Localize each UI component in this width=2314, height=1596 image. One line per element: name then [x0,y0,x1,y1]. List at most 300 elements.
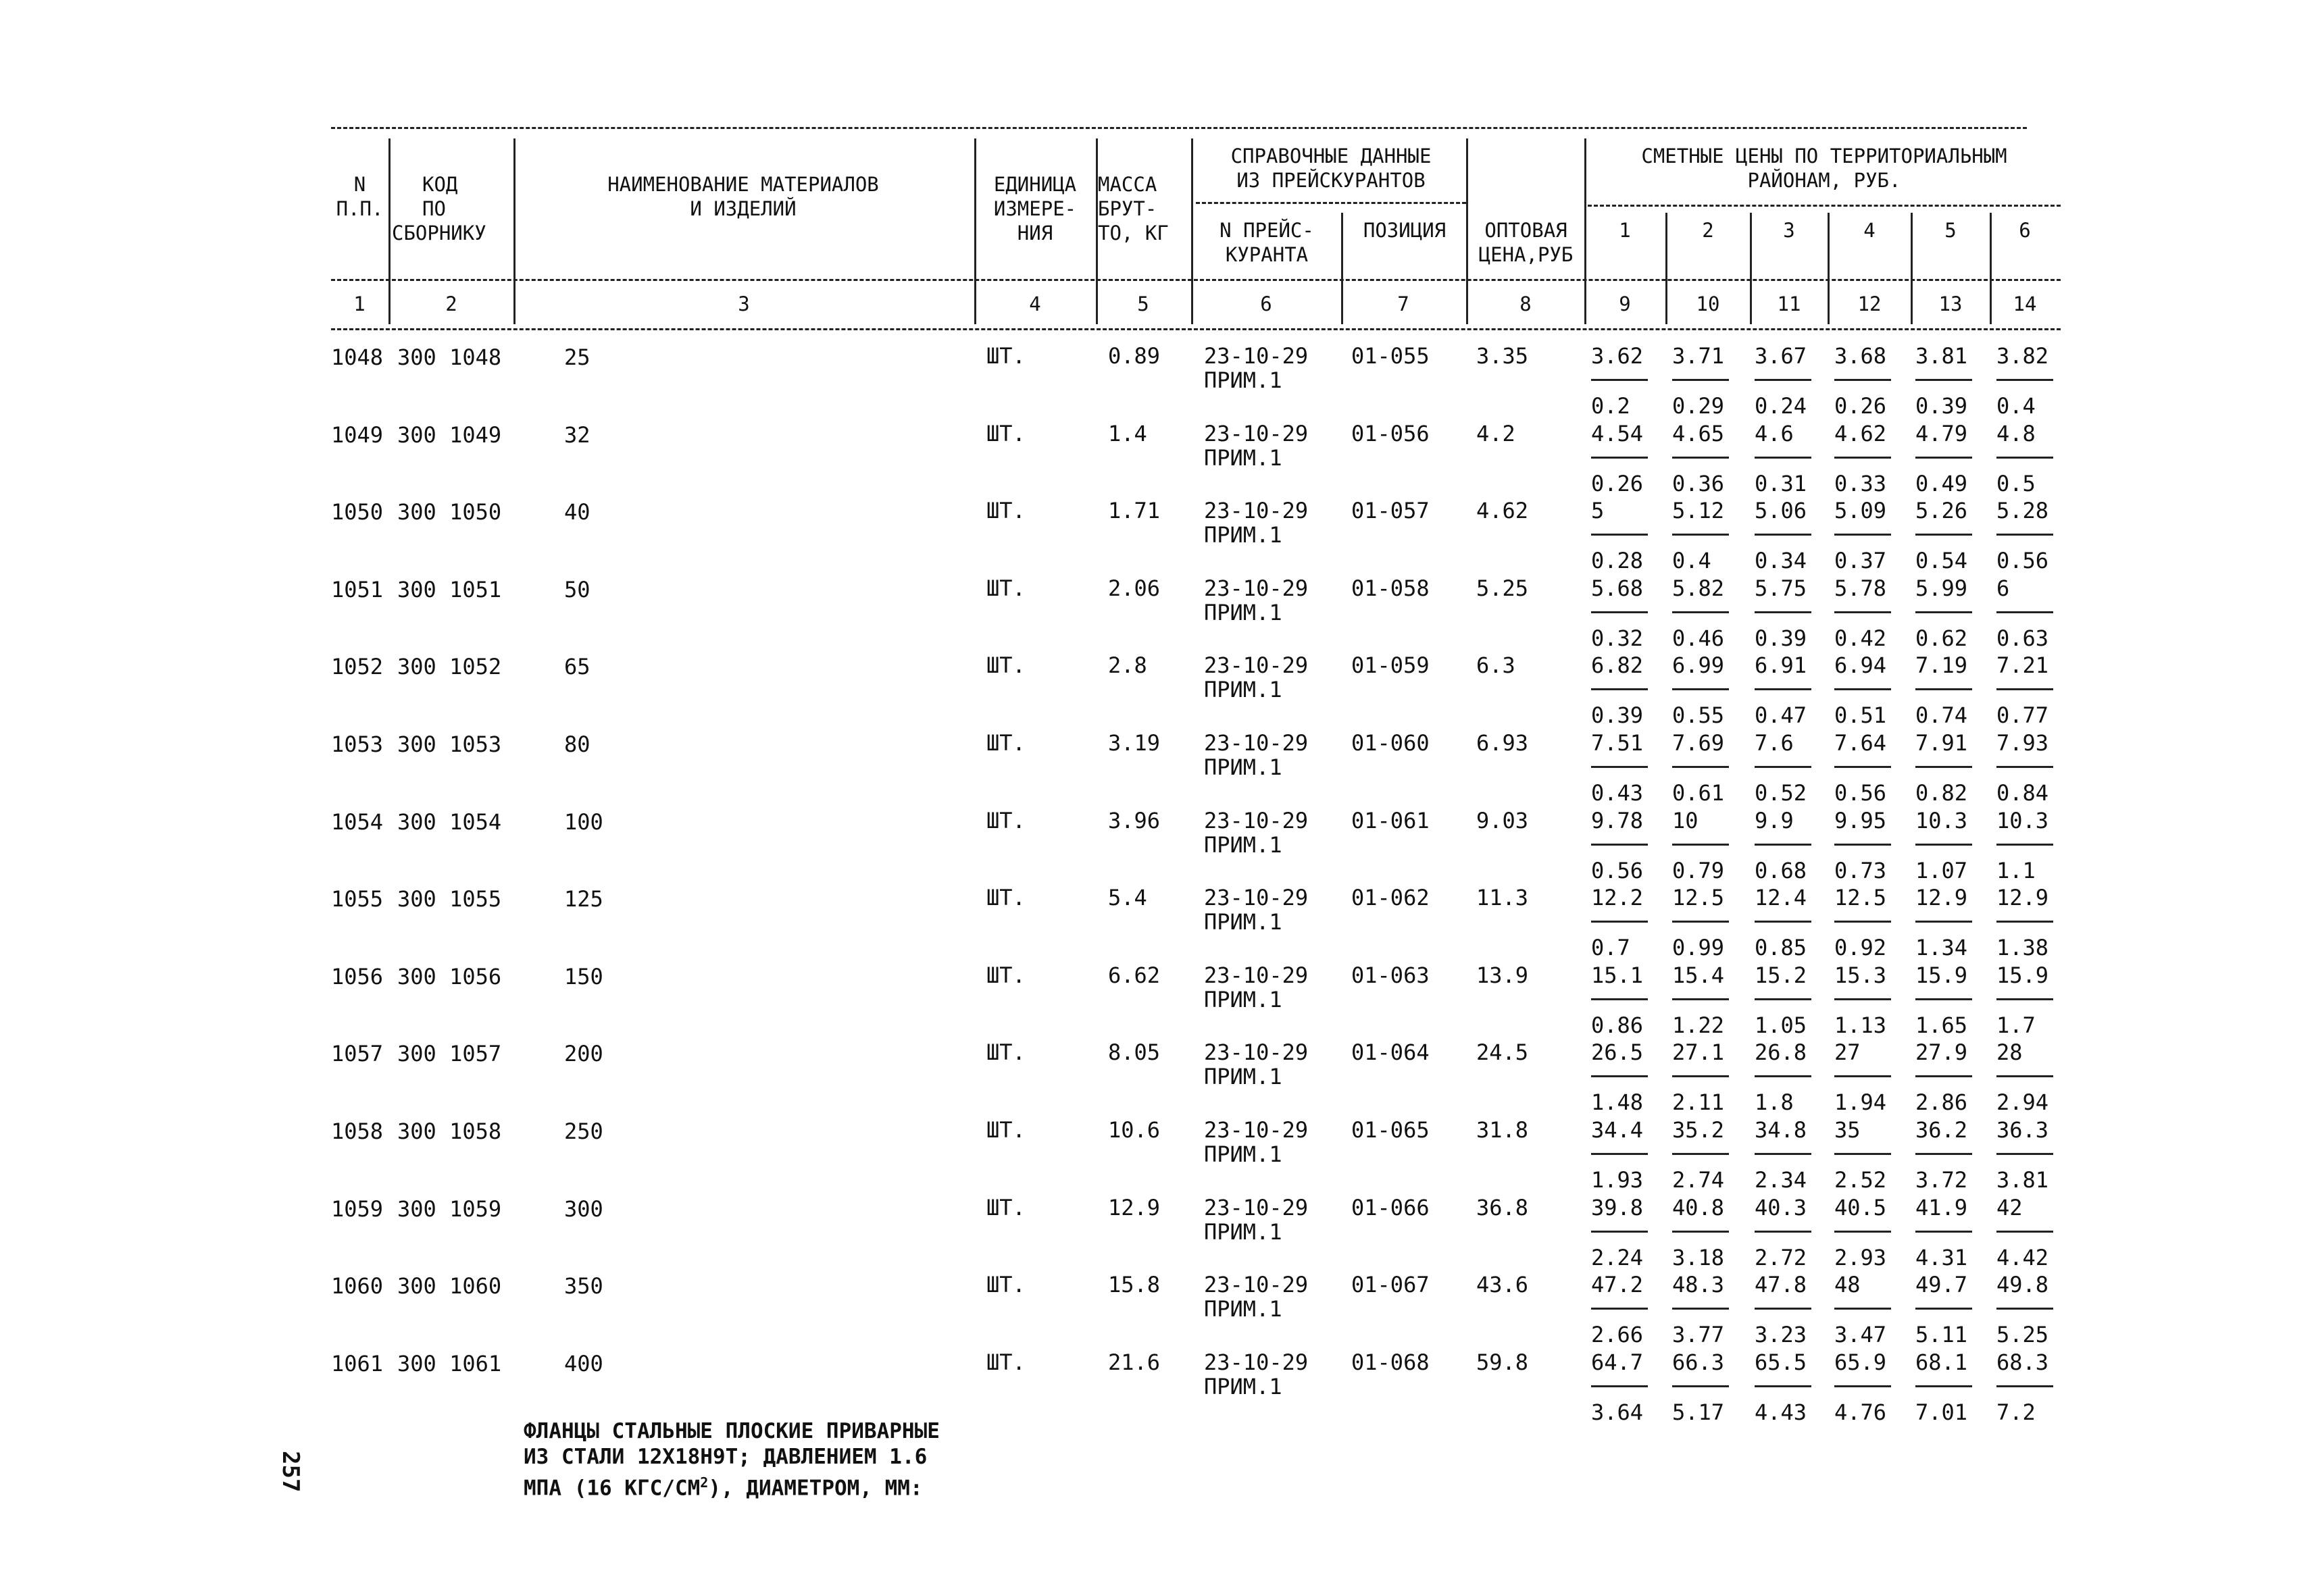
row-note: ПРИМ.1 [1204,600,1282,625]
row-wholesale: 59.8 [1476,1349,1529,1375]
fraction-line [1755,844,1811,846]
fraction-line [1591,379,1648,381]
row-sub-region-4: 0.33 [1834,471,1887,496]
row-price-region-2: 15.4 [1672,962,1725,988]
row-note: ПРИМ.1 [1204,754,1282,780]
region-header-2: 2 [1702,219,1714,242]
row-price-region-3: 26.8 [1755,1039,1807,1065]
row-sub-region-5: 3.72 [1915,1167,1968,1193]
page-number: 257 [277,1451,304,1493]
row-pricelist: 23-10-29 [1204,498,1309,523]
row-name: 300 [564,1196,603,1222]
row-wholesale: 36.8 [1476,1195,1529,1220]
row-number: 1060 [331,1273,384,1299]
row-price-region-4: 48 [1834,1272,1861,1297]
fraction-line [1755,534,1811,536]
row-name: 80 [564,731,590,757]
row-price-region-2: 7.69 [1672,730,1725,756]
row-sub-region-3: 1.05 [1755,1012,1807,1038]
row-wholesale: 3.35 [1476,343,1529,369]
row-mass: 15.8 [1108,1272,1161,1297]
row-name: 100 [564,809,603,835]
row-note: ПРИМ.1 [1204,832,1282,858]
region-header-4: 4 [1863,219,1876,242]
row-name: 25 [564,344,590,370]
fraction-line [1834,766,1891,768]
row-price-region-3: 4.6 [1755,421,1794,446]
row-sub-region-2: 3.77 [1672,1322,1725,1347]
row-price-region-3: 65.5 [1755,1349,1807,1375]
row-sub-region-1: 1.48 [1591,1089,1644,1115]
fraction-line [1591,921,1648,923]
row-price-region-2: 35.2 [1672,1117,1725,1143]
row-price-region-3: 7.6 [1755,730,1794,756]
row-sub-region-5: 5.11 [1915,1322,1968,1347]
row-price-region-2: 12.5 [1672,885,1725,910]
header-n: N П.П. [336,173,384,220]
row-mass: 1.4 [1108,421,1147,446]
row-price-region-6: 28 [1996,1039,2023,1065]
row-sub-region-5: 1.07 [1915,858,1968,883]
row-number: 1061 [331,1351,384,1376]
column-number: 9 [1619,292,1631,315]
fraction-line [1755,1153,1811,1155]
row-price-region-1: 9.78 [1591,808,1644,833]
row-unit: ШТ. [986,1117,1026,1143]
row-mass: 12.9 [1108,1195,1161,1220]
row-sub-region-2: 0.4 [1672,548,1711,573]
row-sub-region-6: 2.94 [1996,1089,2049,1115]
row-price-region-6: 6 [1996,575,2010,601]
row-price-region-6: 12.9 [1996,885,2049,910]
fraction-line [1672,1385,1729,1387]
fraction-line [1996,379,2053,381]
header-position: ПОЗИЦИЯ [1363,219,1447,242]
fraction-line [1672,1153,1729,1155]
row-sub-region-3: 0.85 [1755,935,1807,960]
fraction-line [1996,611,2053,613]
row-sub-region-3: 0.68 [1755,858,1807,883]
row-price-region-2: 5.82 [1672,575,1725,601]
row-sub-region-1: 0.32 [1591,625,1644,651]
row-price-region-4: 65.9 [1834,1349,1887,1375]
fraction-line [1591,534,1648,536]
row-sub-region-5: 0.39 [1915,393,1968,419]
row-pricelist: 23-10-29 [1204,808,1309,833]
row-price-region-3: 34.8 [1755,1117,1807,1143]
row-note: ПРИМ.1 [1204,1219,1282,1245]
row-price-region-4: 3.68 [1834,343,1887,369]
row-price-region-3: 6.91 [1755,652,1807,678]
row-number: 1056 [331,964,384,989]
row-code: 300 1049 [397,422,502,448]
row-price-region-5: 4.79 [1915,421,1968,446]
row-note: ПРИМ.1 [1204,367,1282,393]
row-sub-region-1: 0.56 [1591,858,1644,883]
row-mass: 6.62 [1108,962,1161,988]
column-number: 12 [1857,292,1882,315]
row-sub-region-5: 7.01 [1915,1399,1968,1425]
row-sub-region-3: 0.47 [1755,702,1807,728]
row-sub-region-2: 0.55 [1672,702,1725,728]
row-price-region-4: 4.62 [1834,421,1887,446]
row-price-region-2: 4.65 [1672,421,1725,446]
row-wholesale: 13.9 [1476,962,1529,988]
fraction-line [1915,688,1972,690]
row-unit: ШТ. [986,1349,1026,1375]
fraction-line [1591,1308,1648,1310]
row-pricelist: 23-10-29 [1204,575,1309,601]
row-number: 1048 [331,344,384,370]
fraction-line [1672,921,1729,923]
row-note: ПРИМ.1 [1204,1296,1282,1322]
row-sub-region-1: 0.26 [1591,471,1644,496]
row-sub-region-2: 2.11 [1672,1089,1725,1115]
row-sub-region-6: 1.38 [1996,935,2049,960]
row-position: 01-067 [1351,1272,1430,1297]
row-position: 01-068 [1351,1349,1430,1375]
row-price-region-1: 47.2 [1591,1272,1644,1297]
fraction-line [1591,1153,1648,1155]
row-sub-region-6: 1.7 [1996,1012,2036,1038]
row-sub-region-2: 0.61 [1672,780,1725,806]
row-sub-region-6: 0.5 [1996,471,2036,496]
row-sub-region-4: 2.93 [1834,1245,1887,1270]
row-pricelist: 23-10-29 [1204,652,1309,678]
row-code: 300 1061 [397,1351,502,1376]
row-sub-region-4: 0.26 [1834,393,1887,419]
vsep-2 [513,138,515,324]
row-code: 300 1051 [397,577,502,602]
fraction-line [1996,1153,2053,1155]
fraction-line [1755,1385,1811,1387]
row-price-region-3: 5.75 [1755,575,1807,601]
row-wholesale: 43.6 [1476,1272,1529,1297]
vsep-8 [1584,138,1586,324]
row-price-region-2: 6.99 [1672,652,1725,678]
fraction-line [1996,688,2053,690]
row-sub-region-4: 1.13 [1834,1012,1887,1038]
row-mass: 3.96 [1108,808,1161,833]
row-price-region-5: 15.9 [1915,962,1968,988]
row-unit: ШТ. [986,498,1026,523]
header-unit: ЕДИНИЦА ИЗМЕРЕ- НИЯ [993,173,1077,244]
row-wholesale: 24.5 [1476,1039,1529,1065]
vsep-9 [1665,213,1667,324]
row-sub-region-4: 2.52 [1834,1167,1887,1193]
row-price-region-1: 6.82 [1591,652,1644,678]
fraction-line [1834,1075,1891,1077]
row-sub-region-6: 5.25 [1996,1322,2049,1347]
row-price-region-5: 36.2 [1915,1117,1968,1143]
column-number: 4 [1029,292,1041,315]
row-position: 01-065 [1351,1117,1430,1143]
fraction-line [1755,998,1811,1000]
fraction-line [1755,611,1811,613]
row-wholesale: 6.93 [1476,730,1529,756]
fraction-line [1834,998,1891,1000]
row-sub-region-1: 0.43 [1591,780,1644,806]
row-price-region-1: 7.51 [1591,730,1644,756]
region-header-3: 3 [1783,219,1795,242]
fraction-line [1996,1075,2053,1077]
column-number: 5 [1137,292,1149,315]
row-unit: ШТ. [986,808,1026,833]
row-position: 01-057 [1351,498,1430,523]
row-sub-region-2: 0.99 [1672,935,1725,960]
header-prices-group: СМЕТНЫЕ ЦЕНЫ ПО ТЕРРИТОРИАЛЬНЫМ РАЙОНАМ, РУБ. [1641,145,2007,192]
row-pricelist: 23-10-29 [1204,1039,1309,1065]
row-mass: 2.06 [1108,575,1161,601]
row-sub-region-6: 7.2 [1996,1399,2036,1425]
rule-ref-inner [1196,202,1466,204]
fraction-line [1672,688,1729,690]
row-note: ПРИМ.1 [1204,1374,1282,1399]
row-price-region-1: 26.5 [1591,1039,1644,1065]
fraction-line [1915,611,1972,613]
fraction-line [1915,1075,1972,1077]
fraction-line [1755,921,1811,923]
fraction-line [1915,1153,1972,1155]
row-code: 300 1058 [397,1118,502,1144]
row-price-region-1: 5 [1591,498,1605,523]
row-price-region-6: 5.28 [1996,498,2049,523]
row-sub-region-1: 2.24 [1591,1245,1644,1270]
fraction-line [1996,457,2053,459]
fraction-line [1996,766,2053,768]
row-code: 300 1060 [397,1273,502,1299]
row-mass: 10.6 [1108,1117,1161,1143]
fraction-line [1672,1308,1729,1310]
row-number: 1052 [331,654,384,679]
row-sub-region-3: 0.24 [1755,393,1807,419]
row-sub-region-6: 0.77 [1996,702,2049,728]
row-name: 125 [564,886,603,912]
fraction-line [1755,1231,1811,1233]
row-sub-region-3: 2.34 [1755,1167,1807,1193]
row-price-region-3: 12.4 [1755,885,1807,910]
row-name: 150 [564,964,603,989]
region-header-1: 1 [1619,219,1631,242]
fraction-line [1755,1308,1811,1310]
row-note: ПРИМ.1 [1204,987,1282,1012]
row-sub-region-5: 0.74 [1915,702,1968,728]
row-sub-region-4: 3.47 [1834,1322,1887,1347]
row-sub-region-5: 1.34 [1915,935,1968,960]
fraction-line [1755,379,1811,381]
row-price-region-2: 27.1 [1672,1039,1725,1065]
row-price-region-5: 3.81 [1915,343,1968,369]
row-price-region-3: 47.8 [1755,1272,1807,1297]
row-sub-region-1: 0.7 [1591,935,1630,960]
row-price-region-3: 3.67 [1755,343,1807,369]
row-sub-region-2: 5.17 [1672,1399,1725,1425]
row-position: 01-062 [1351,885,1430,910]
row-sub-region-3: 1.8 [1755,1089,1794,1115]
fraction-line [1996,998,2053,1000]
row-code: 300 1054 [397,809,502,835]
fraction-line [1834,611,1891,613]
row-wholesale: 31.8 [1476,1117,1529,1143]
fraction-line [1755,766,1811,768]
row-price-region-6: 36.3 [1996,1117,2049,1143]
row-sub-region-2: 2.74 [1672,1167,1725,1193]
row-price-region-5: 7.19 [1915,652,1968,678]
row-pricelist: 23-10-29 [1204,1195,1309,1220]
row-name: 32 [564,422,590,448]
vsep-11 [1828,213,1830,324]
row-price-region-6: 68.3 [1996,1349,2049,1375]
row-wholesale: 6.3 [1476,652,1515,678]
rule-colnum-bottom [331,328,2061,330]
fraction-line [1915,921,1972,923]
row-sub-region-5: 1.65 [1915,1012,1968,1038]
fraction-line [1834,1153,1891,1155]
row-sub-region-1: 0.86 [1591,1012,1644,1038]
fraction-line [1672,766,1729,768]
column-number: 10 [1696,292,1720,315]
row-sub-region-2: 0.46 [1672,625,1725,651]
row-sub-region-2: 3.18 [1672,1245,1725,1270]
row-unit: ШТ. [986,885,1026,910]
row-wholesale: 4.2 [1476,421,1515,446]
fraction-line [1755,688,1811,690]
row-wholesale: 5.25 [1476,575,1529,601]
row-price-region-3: 5.06 [1755,498,1807,523]
column-number: 2 [445,292,457,315]
row-note: ПРИМ.1 [1204,677,1282,702]
row-unit: ШТ. [986,1272,1026,1297]
fraction-line [1915,998,1972,1000]
fraction-line [1915,1231,1972,1233]
row-name: 350 [564,1273,603,1299]
row-sub-region-5: 0.62 [1915,625,1968,651]
row-code: 300 1057 [397,1041,502,1066]
row-sub-region-2: 0.36 [1672,471,1725,496]
row-sub-region-3: 3.23 [1755,1322,1807,1347]
row-note: ПРИМ.1 [1204,445,1282,471]
vsep-10 [1750,213,1752,324]
fraction-line [1672,379,1729,381]
row-sub-region-4: 4.76 [1834,1399,1887,1425]
row-wholesale: 11.3 [1476,885,1529,910]
row-pricelist: 23-10-29 [1204,1117,1309,1143]
row-price-region-2: 5.12 [1672,498,1725,523]
header-code: КОД ПО СБОРНИКУ [392,173,486,244]
row-sub-region-3: 2.72 [1755,1245,1807,1270]
row-price-region-1: 12.2 [1591,885,1644,910]
region-header-6: 6 [2019,219,2031,242]
fraction-line [1834,1385,1891,1387]
row-sub-region-4: 0.37 [1834,548,1887,573]
vsep-12 [1911,213,1913,324]
row-unit: ШТ. [986,962,1026,988]
fraction-line [1996,534,2053,536]
column-number: 13 [1938,292,1963,315]
row-sub-region-6: 1.1 [1996,858,2036,883]
fraction-line [1672,611,1729,613]
fraction-line [1834,688,1891,690]
row-sub-region-6: 0.63 [1996,625,2049,651]
row-number: 1057 [331,1041,384,1066]
vsep-1 [388,138,391,324]
fraction-line [1591,844,1648,846]
row-price-region-4: 6.94 [1834,652,1887,678]
row-price-region-1: 34.4 [1591,1117,1644,1143]
row-name: 50 [564,577,590,602]
row-position: 01-066 [1351,1195,1430,1220]
rule-top [331,127,2027,129]
row-price-region-5: 7.91 [1915,730,1968,756]
row-name: 40 [564,499,590,525]
row-mass: 2.8 [1108,652,1147,678]
row-code: 300 1048 [397,344,502,370]
fraction-line [1834,1231,1891,1233]
fraction-line [1672,457,1729,459]
row-pricelist: 23-10-29 [1204,730,1309,756]
row-name: 400 [564,1351,603,1376]
column-number: 1 [353,292,366,315]
row-note: ПРИМ.1 [1204,1064,1282,1089]
row-price-region-6: 7.21 [1996,652,2049,678]
row-sub-region-6: 0.4 [1996,393,2036,419]
fraction-line [1915,1385,1972,1387]
fraction-line [1591,766,1648,768]
column-number: 7 [1397,292,1409,315]
row-pricelist: 23-10-29 [1204,1272,1309,1297]
row-price-region-1: 5.68 [1591,575,1644,601]
fraction-line [1996,1385,2053,1387]
row-sub-region-4: 0.51 [1834,702,1887,728]
header-pricelist: N ПРЕЙС- КУРАНТА [1219,219,1314,266]
row-number: 1053 [331,731,384,757]
row-price-region-2: 3.71 [1672,343,1725,369]
fraction-line [1591,998,1648,1000]
row-sub-region-3: 0.52 [1755,780,1807,806]
row-mass: 8.05 [1108,1039,1161,1065]
row-sub-region-3: 4.43 [1755,1399,1807,1425]
row-sub-region-5: 4.31 [1915,1245,1968,1270]
fraction-line [1915,379,1972,381]
row-price-region-6: 3.82 [1996,343,2049,369]
row-pricelist: 23-10-29 [1204,962,1309,988]
row-note: ПРИМ.1 [1204,522,1282,548]
row-sub-region-3: 0.34 [1755,548,1807,573]
row-number: 1050 [331,499,384,525]
row-sub-region-2: 0.29 [1672,393,1725,419]
column-number: 8 [1519,292,1532,315]
row-sub-region-1: 2.66 [1591,1322,1644,1347]
row-price-region-6: 42 [1996,1195,2023,1220]
row-price-region-2: 40.8 [1672,1195,1725,1220]
fraction-line [1915,1308,1972,1310]
row-sub-region-4: 1.94 [1834,1089,1887,1115]
row-price-region-6: 7.93 [1996,730,2049,756]
fraction-line [1672,1231,1729,1233]
fraction-line [1834,1308,1891,1310]
column-number: 3 [738,292,750,315]
row-position: 01-055 [1351,343,1430,369]
row-number: 1059 [331,1196,384,1222]
fraction-line [1834,534,1891,536]
row-sub-region-6: 4.42 [1996,1245,2049,1270]
row-price-region-5: 5.26 [1915,498,1968,523]
row-sub-region-3: 0.31 [1755,471,1807,496]
fraction-line [1915,457,1972,459]
row-price-region-2: 48.3 [1672,1272,1725,1297]
row-code: 300 1050 [397,499,502,525]
row-name: 200 [564,1041,603,1066]
